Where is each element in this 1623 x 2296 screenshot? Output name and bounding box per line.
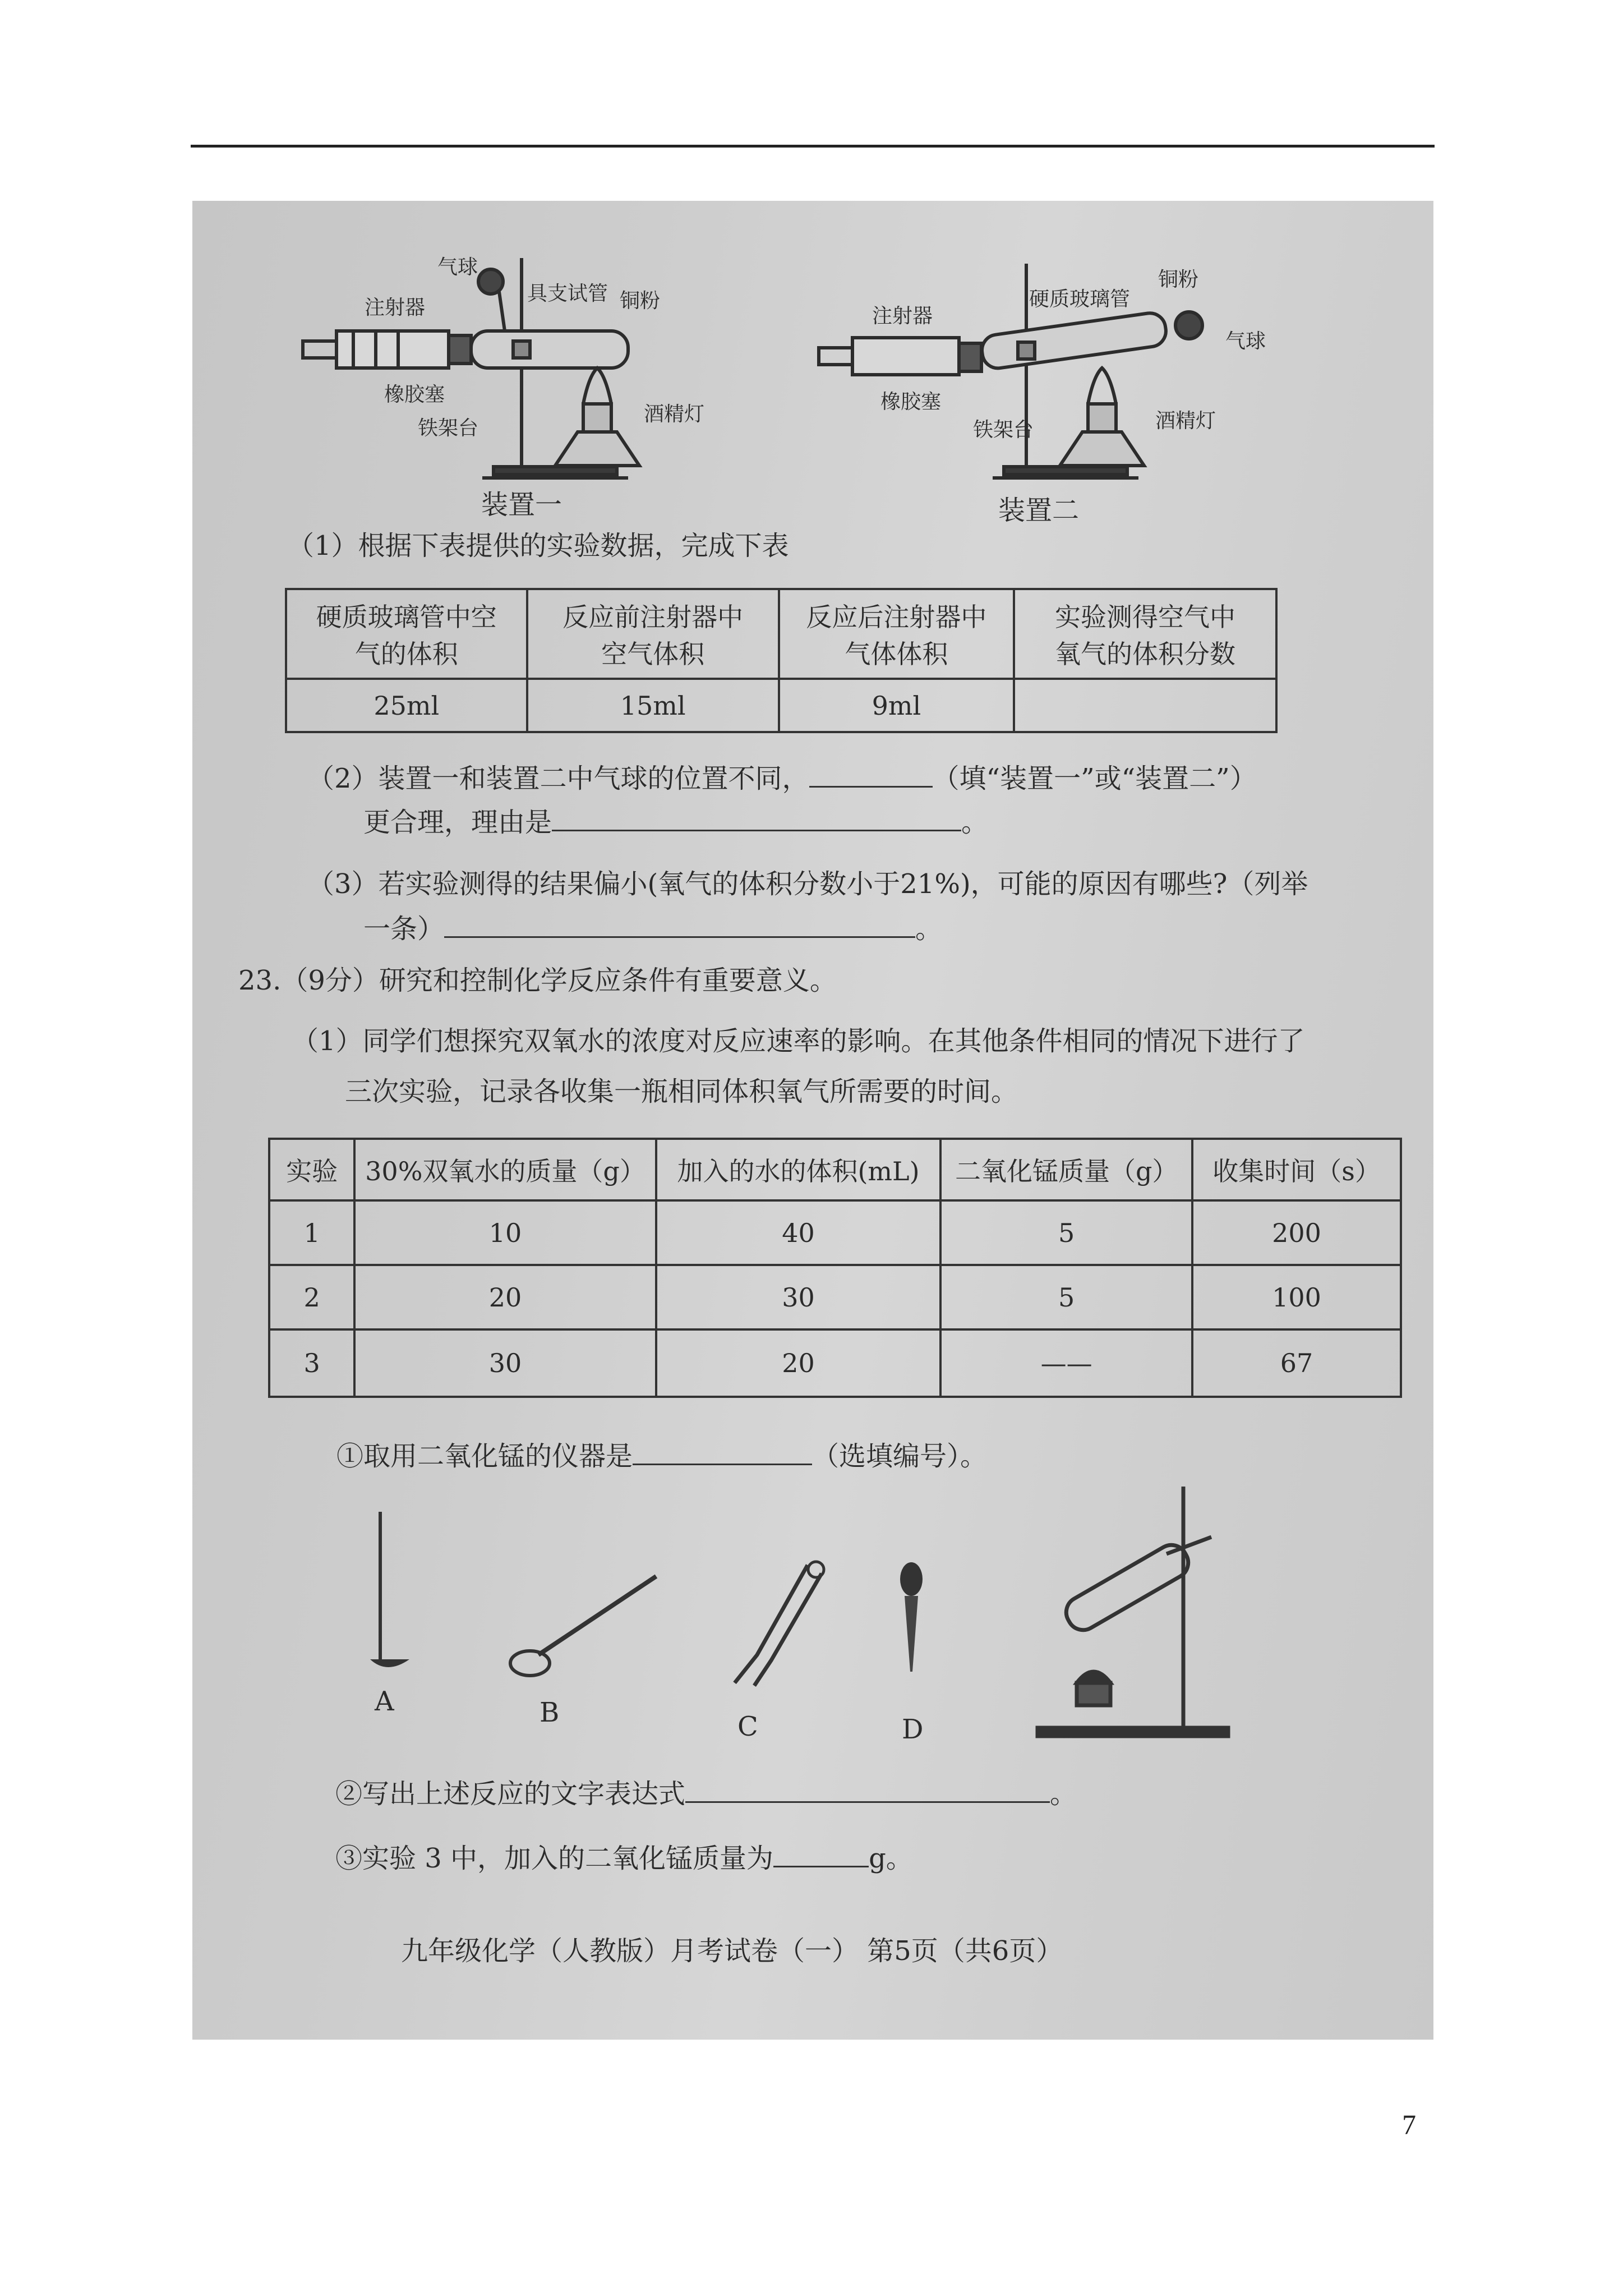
table1-header-3: 反应后注射器中 气体体积	[779, 589, 1014, 679]
q22-part3-line1: （3）若实验测得的结果偏小(氧气的体积分数小于21%)，可能的原因有哪些?（列举	[307, 868, 1308, 900]
label-syringe-2: 注射器	[872, 305, 933, 328]
table2-header: 实验	[269, 1139, 354, 1200]
caption-apparatus-one: 装置一	[481, 489, 562, 521]
table1-cell: 15ml	[527, 679, 779, 732]
table2-header: 30%双氧水的质量（g）	[354, 1139, 656, 1200]
table1-header-1: 硬质玻璃管中空 气的体积	[286, 589, 527, 679]
table2-header: 收集时间（s）	[1192, 1139, 1401, 1200]
q22-part2-line1: （2）装置一和装置二中气球的位置不同， （填“装置一”或“装置二”）	[307, 763, 1257, 794]
answer-blank-instrument[interactable]	[633, 1441, 812, 1465]
table2-cell: 20	[656, 1329, 941, 1397]
answer-blank-apparatus[interactable]	[809, 763, 933, 788]
test-tube-stand-diagram	[1026, 1481, 1262, 1750]
table2-header: 二氧化锰质量（g）	[940, 1139, 1192, 1200]
instrument-d-dropper	[895, 1559, 928, 1683]
top-rule	[191, 145, 1435, 148]
instrument-label-c: C	[737, 1711, 758, 1742]
label-tube-2: 硬质玻璃管	[1029, 288, 1131, 311]
table1-header-4: 实验测得空气中 氧气的体积分数	[1014, 589, 1276, 679]
q23-title: 23.（9分）研究和控制化学反应条件有重要意义。	[238, 965, 837, 996]
q22-part3-line2: 一条） 。	[363, 913, 943, 945]
label-stand-2: 铁架台	[973, 418, 1034, 441]
instrument-a-spatula	[353, 1509, 426, 1677]
exam-footer: 九年级化学（人教版）月考试卷（一） 第5页（共6页）	[401, 1935, 1063, 1967]
table2-cell: 5	[940, 1265, 1192, 1329]
table2-cell: 30	[656, 1265, 941, 1329]
label-copper-1: 铜粉	[620, 289, 661, 312]
label-lamp-2: 酒精灯	[1155, 409, 1216, 432]
q23-sub3: ③实验 3 中，加入的二氧化锰质量为 g。	[335, 1843, 913, 1874]
label-copper-2: 铜粉	[1158, 268, 1199, 291]
table1-answer-cell[interactable]	[1014, 679, 1276, 732]
instrument-label-d: D	[902, 1714, 924, 1745]
table2-cell: ——	[940, 1329, 1192, 1397]
q23-sub1: ①取用二氧化锰的仪器是 （选填编号）。	[336, 1441, 988, 1472]
table1-header-2: 反应前注射器中 空气体积	[527, 589, 779, 679]
page-number: 7	[1402, 2109, 1416, 2140]
table2-cell: 20	[354, 1265, 656, 1329]
answer-blank-equation[interactable]	[685, 1779, 1050, 1803]
label-stopper-1: 橡胶塞	[384, 383, 445, 406]
q22-part2-line2: 更合理，理由是 。	[363, 807, 989, 838]
table2-cell: 5	[940, 1200, 1192, 1265]
label-stopper-2: 橡胶塞	[880, 390, 942, 413]
instrument-b-spoon	[505, 1571, 667, 1688]
q23-sub2: ②写出上述反应的文字表达式 。	[335, 1778, 1077, 1810]
label-syringe-1: 注射器	[365, 296, 426, 319]
table2-cell: 200	[1192, 1200, 1401, 1265]
table2-cell: 40	[656, 1200, 941, 1265]
table2-cell: 3	[269, 1329, 354, 1397]
table2-cell: 30	[354, 1329, 656, 1397]
label-balloon-1: 气球	[437, 256, 478, 279]
hydrogen-peroxide-table	[268, 1138, 1402, 1398]
apparatus-one-diagram	[292, 247, 740, 488]
q22-part1: （1）根据下表提供的实验数据，完成下表	[287, 530, 789, 562]
table2-cell: 1	[269, 1200, 354, 1265]
answer-blank-cause[interactable]	[444, 914, 915, 938]
answer-blank-reason[interactable]	[552, 807, 961, 831]
instrument-label-a: A	[375, 1686, 394, 1717]
q23-part1-line2: 三次实验，记录各收集一瓶相同体积氧气所需要的时间。	[345, 1076, 1018, 1107]
oxygen-volume-table	[285, 588, 1278, 733]
label-balloon-2: 气球	[1225, 330, 1266, 353]
label-tube-1: 具支试管	[527, 282, 608, 305]
table1-cell: 9ml	[779, 679, 1014, 732]
table2-cell: 100	[1192, 1265, 1401, 1329]
table2-header: 加入的水的体积(mL)	[656, 1139, 941, 1200]
table2-cell: 67	[1192, 1329, 1401, 1397]
q23-part1-line1: （1）同学们想探究双氧水的浓度对反应速率的影响。在其他条件相同的情况下进行了	[292, 1025, 1305, 1057]
caption-apparatus-two: 装置二	[998, 495, 1080, 526]
instrument-label-b: B	[540, 1697, 560, 1728]
label-lamp-1: 酒精灯	[644, 403, 705, 426]
table2-cell: 10	[354, 1200, 656, 1265]
table1-cell: 25ml	[286, 679, 527, 732]
instrument-c-tongs	[723, 1559, 836, 1700]
label-stand-1: 铁架台	[418, 417, 479, 440]
table2-cell: 2	[269, 1265, 354, 1329]
answer-blank-mass[interactable]	[773, 1843, 869, 1867]
